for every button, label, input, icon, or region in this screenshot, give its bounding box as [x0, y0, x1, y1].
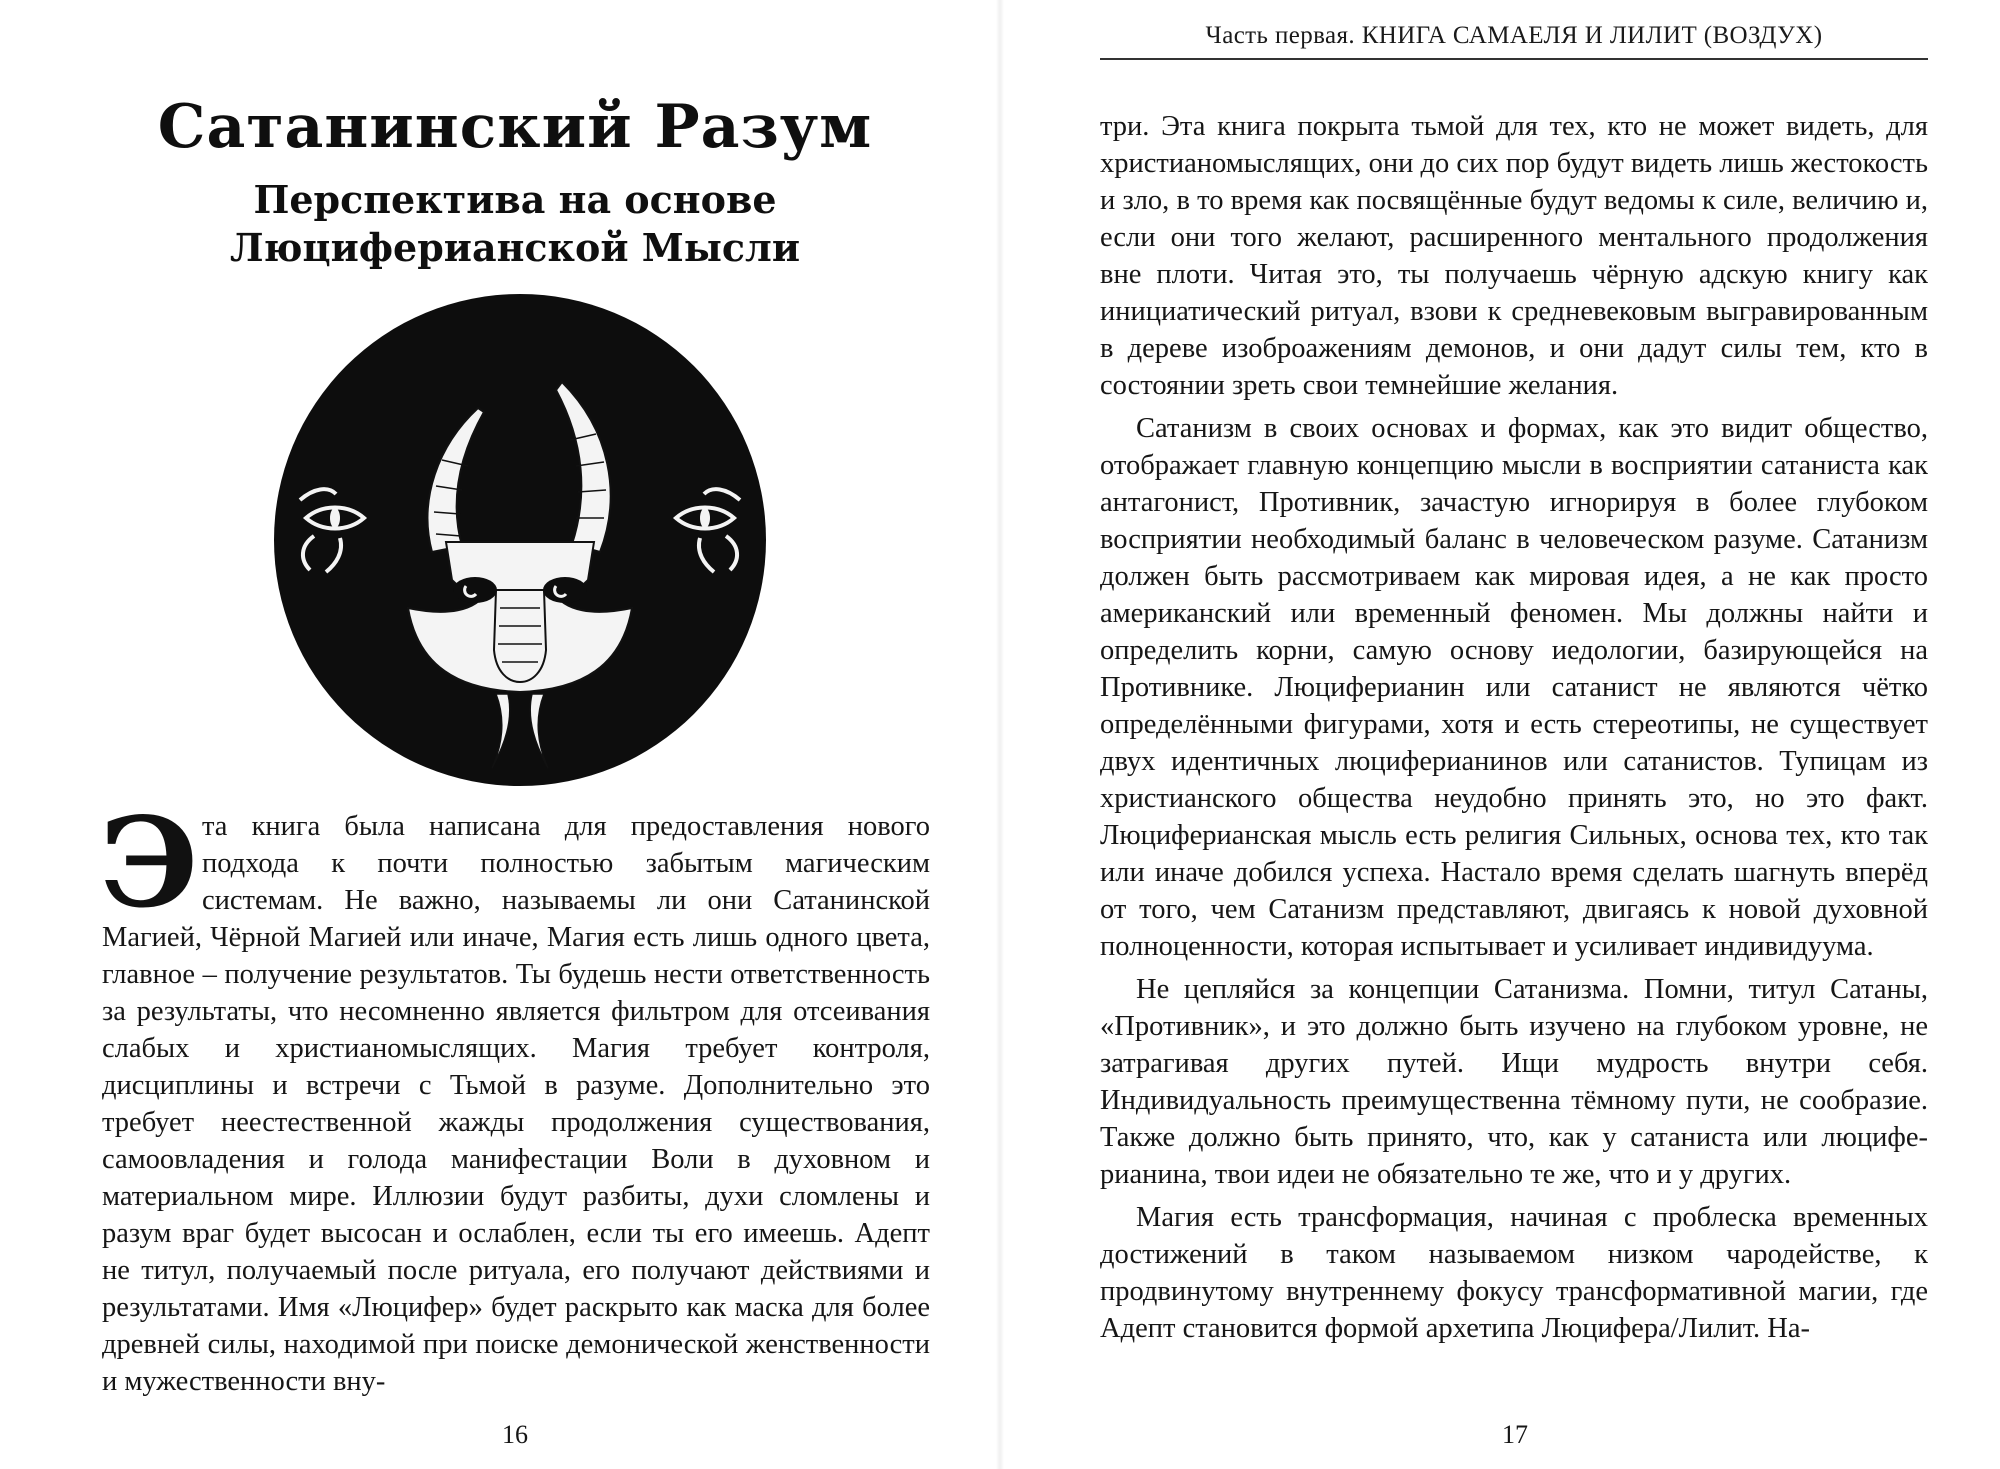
left-paragraph-1: та книга была написана для предоставления нового подхода к почти полностью забытым магическим системам. Не важно, называемы ли они Сатанинской Магией, Чёрной Магией или иначе, Магия есть лишь одного цвета, главное – получение результатов. Ты будешь нести ответственность за результаты, что несомненно является фильтром для отсеивания слабых и христианомыслящих. Магия требует контроля, дисциплины и встречи с Тьмой в разуме. Дополнительно это требует неестественной жажды продолжения существования, самоовладения и голода манифестации Воли в духовном и материальном мире. Иллюзии будут разбиты, духи сломлены и разум враг будет высосан и ослаблен, если ты его имеешь. Адепт не титул, получаемый после ритуала, его получают действиями и результатами. Имя «Люцифер» будет раскрыто как маска для более древней силы, находимой при поиске демонической женственности и мужественности вну-	[102, 811, 930, 1397]
page-number-right: 17	[1502, 1420, 1528, 1449]
right-body-text	[1100, 108, 1928, 1347]
drop-cap: Э	[100, 791, 199, 936]
header-rule	[1100, 58, 1928, 60]
running-header: Часть первая. КНИГА САМАЕЛЯ И ЛИЛИТ (ВОЗДУХ)	[1205, 22, 1823, 49]
right-paragraph-2: Сатанизм в своих основах и формах, как это видит общество, отображает главную концепцию мысли в восприятии сатаниста как антагонист, Противник, зачастую игнорируя в более глубоком восприятии необходимый баланс в человеческом разуме. Сатанизм должен быть рассмотриваем как мировая идея, а не как просто американский или временный феномен. Мы должны найти и определить корни, самую основу иедологии, базирующейся на Противнике. Люциферианин или сатанист не являются чётко определёнными фигурами, хотя и есть стереотипы, не существует двух идентичных люциферианинов или сатанистов. Тупицам из христианского общества неудобно принять это, но это факт. Люциферианская мысль есть религия Сильных, основа тех, кто так или иначе добился успеха. Настало время сделать шагнуть вперёд от того, чем Сатанизм представляют, двигаясь к новой духовной полноценности, которая испытывает и усиливает индивидуума.	[1100, 413, 1928, 962]
right-paragraph-4: Магия есть трансформация, начиная с проблеска временных достижений в таком называемом низком чародействе, к продвинутому внутреннему фокусу трансформативной магии, где Адепт становится формой архетипа Люцифера/Лилит. На-	[1100, 1202, 1928, 1344]
book-gutter	[996, 0, 1004, 1469]
page-number-left: 16	[502, 1420, 528, 1449]
demon-emblem-illustration	[270, 290, 770, 790]
left-body-text	[100, 791, 930, 1400]
right-paragraph-3: Не цепляйся за концепции Сатанизма. Помни, титул Сатаны, «Противник», и это должно быть изучено на глубоком уровне, не затрагивая других путей. Ищи мудрость внутри себя. Индивидуальность преимущественна тёмному пути, не сообразие. Также должно быть принято, что, как у сатаниста или люциферианина, твои идеи не обязательно те же, что и у других.	[1100, 974, 1928, 1190]
chapter-subtitle: Перспектива на основе Люциферианской Мысли	[229, 177, 801, 270]
right-paragraph-1: три. Эта книга покрыта тьмой для тех, кто не может видеть, для христианомыслящих, они до сих пор будут видеть лишь жестокость и зло, в то время как посвящённые будут ведомы к силе, величию и, если они того желают, расширенного ментального продолжения вне плоти. Читая это, ты получаешь чёрную адскую книгу как инициатический ритуал, взови к средневековым выгравированным в дереве изоброажениям демонов, и они дадут силы тем, кто в состоянии зреть свои темнейшие желания.	[1100, 111, 1928, 401]
chapter-title: Сатанинский Разум	[157, 92, 873, 162]
